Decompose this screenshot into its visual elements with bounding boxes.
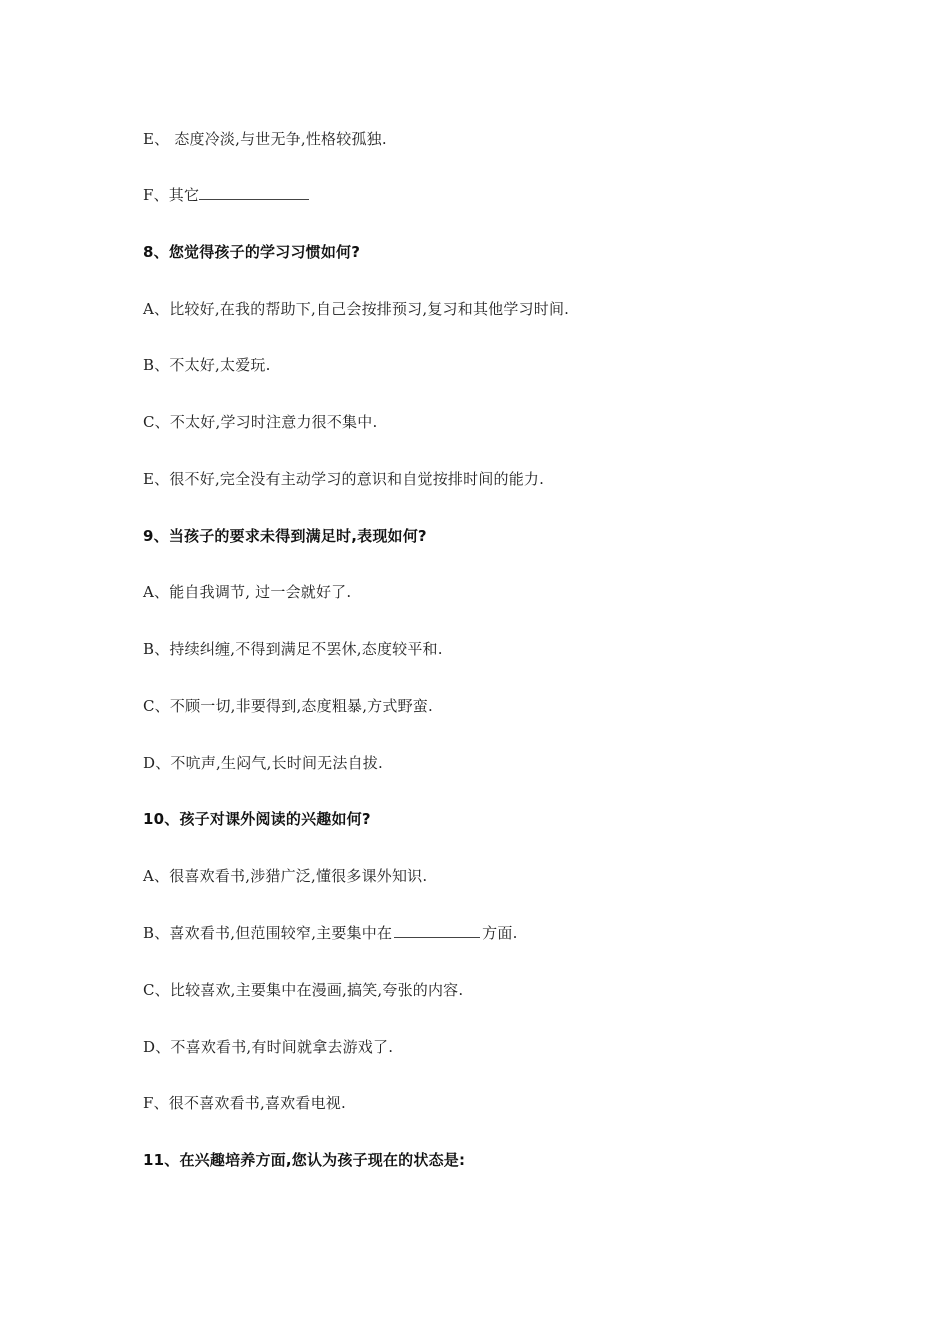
option-text: A、很喜欢看书,涉猎广泛,懂很多课外知识. [143,867,428,885]
question-text: 10、孩子对课外阅读的兴趣如何? [143,810,371,828]
option-text: B、不太好,太爱玩. [143,356,271,374]
option-text: E、 态度冷淡,与世无争,性格较孤独. [143,130,387,148]
option-e-q8 [143,469,863,489]
option-f-q7 [143,185,863,205]
option-text: C、不顾一切,非要得到,态度粗暴,方式野蛮. [143,697,433,715]
option-text: B、持续纠缠,不得到满足不罢休,态度较平和. [143,640,443,658]
fill-in-blank[interactable] [199,185,309,200]
option-text: E、很不好,完全没有主动学习的意识和自觉按排时间的能力. [143,470,545,488]
option-c-q8 [143,412,863,432]
question-text: 11、在兴趣培养方面,您认为孩子现在的状态是: [143,1151,466,1169]
option-text: D、不吭声,生闷气,长时间无法自拔. [143,754,383,772]
option-f-q10 [143,1093,863,1113]
option-a-q10 [143,866,863,886]
option-a-q9 [143,582,863,602]
fill-in-blank[interactable] [394,923,480,938]
option-d-q9 [143,753,863,773]
option-d-q10 [143,1037,863,1057]
option-c-q9 [143,696,863,716]
option-text: D、不喜欢看书,有时间就拿去游戏了. [143,1038,394,1056]
option-a-q8 [143,299,863,319]
option-text-tail: 方面. [482,924,518,942]
option-text: C、不太好,学习时注意力很不集中. [143,413,378,431]
question-text: 9、当孩子的要求未得到满足时,表现如何? [143,527,427,545]
option-text: F、很不喜欢看书,喜欢看电视. [143,1094,346,1112]
option-b-q9 [143,639,863,659]
option-text: A、能自我调节, 过一会就好了. [143,583,352,601]
question-text: 8、您觉得孩子的学习习惯如何? [143,243,361,261]
option-b-q8 [143,355,863,375]
option-b-q10 [143,923,863,943]
question-10 [143,809,863,829]
option-e-q7 [143,129,863,149]
option-c-q10 [143,980,863,1000]
question-8 [143,242,863,262]
question-9 [143,526,863,546]
question-11 [143,1150,863,1170]
option-text: B、喜欢看书,但范围较窄,主要集中在 [143,924,393,942]
option-text: C、比较喜欢,主要集中在漫画,搞笑,夸张的内容. [143,981,464,999]
option-text: A、比较好,在我的帮助下,自己会按排预习,复习和其他学习时间. [143,300,570,318]
option-text: F、其它 [143,186,200,204]
